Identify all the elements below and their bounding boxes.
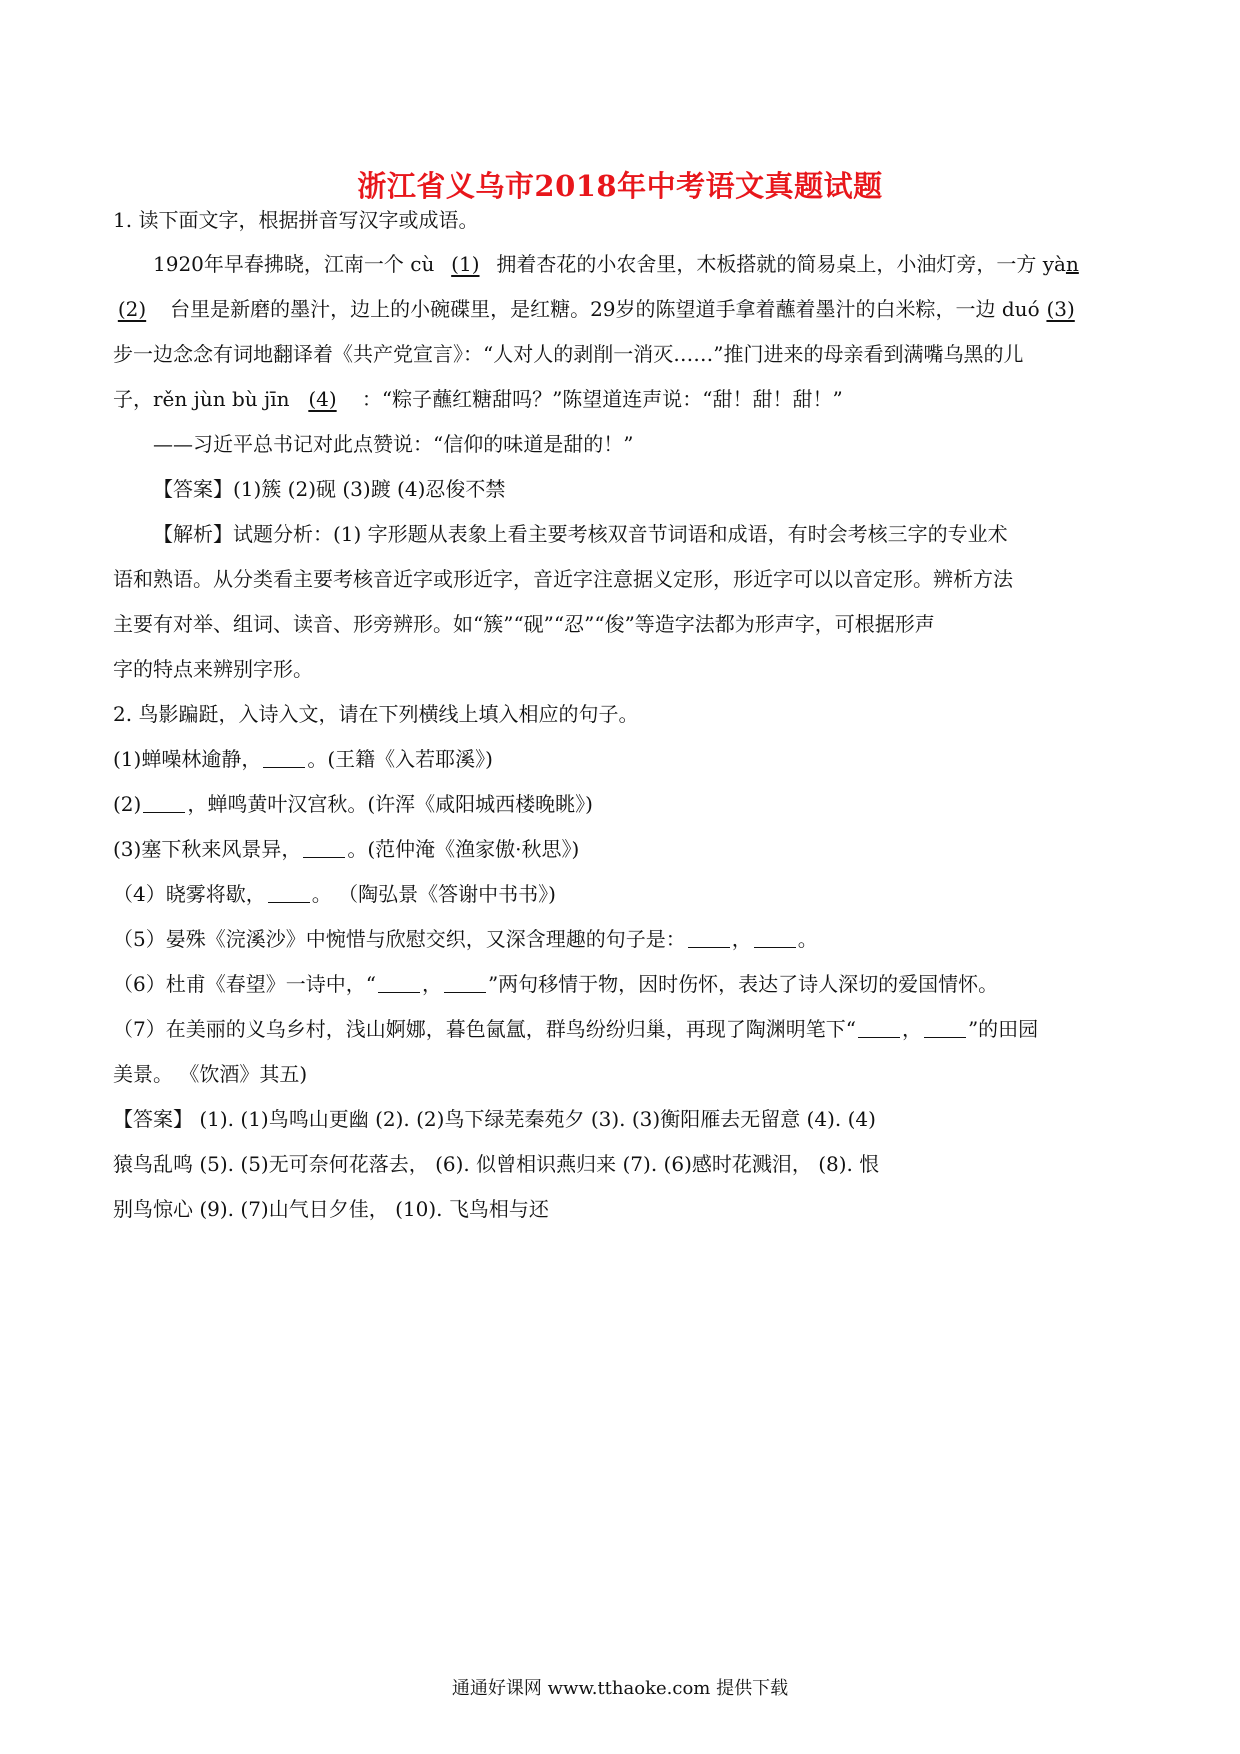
q2-item-4: [113, 878, 1131, 907]
item-text: (2): [113, 792, 142, 816]
q2-item-7-cont: 美景。 《饮酒》其五): [113, 1062, 308, 1086]
passage-text: 拥着杏花的小农舍里，木板搭就的简易桌上，小油灯旁，一方 yà: [496, 252, 1066, 276]
q1-passage-line-2: [113, 293, 1131, 322]
page-title: 浙江省义乌市2018年中考语文真题试题: [357, 169, 883, 203]
q1-passage-line-3: 步一边念念有词地翻译着《共产党宣言》：“人对人的剥削一消灭……”推门进来的母亲看到满嘴乌黑的儿: [113, 342, 1024, 366]
fill-blank: [268, 884, 310, 903]
page-footer: 通通好课网 www.tthaoke.com 提供下载: [451, 1678, 789, 1699]
blank-2: (2): [117, 297, 147, 321]
item-text: （5）晏殊《浣溪沙》中惋惜与欣慰交织，又深含理趣的句子是：: [113, 927, 686, 951]
q2-answer-line-2: 猿鸟乱鸣 (5). (5)无可奈何花落去， (6). 似曾相识燕归来 (7). (6)感时花溅泪， (8). 恨: [113, 1152, 880, 1176]
item-text: ”的田园: [967, 1017, 1039, 1041]
item-text: ，: [421, 972, 442, 996]
q1-heading: 1. 读下面文字，根据拼音写汉字或成语。: [113, 208, 479, 232]
q2-heading: 2. 鸟影蹁跹，入诗入文，请在下列横线上填入相应的句子。: [113, 702, 639, 726]
q2-item-2: [113, 788, 1131, 817]
passage-text: 子，rěn jùn bù jīn: [113, 387, 290, 411]
q1-analysis-line-2: 语和熟语。从分类看主要考核音近字或形近字，音近字注意据义定形，形近字可以以音定形。辨析方法: [113, 567, 1013, 591]
item-text: （7）在美丽的义乌乡村，浅山婀娜，暮色氤氲，群鸟纷纷归巢，再现了陶渊明笔下“: [113, 1017, 856, 1041]
item-text: 。: [797, 927, 818, 951]
item-text: 。(范仲淹《渔家傲·秋思》): [347, 837, 580, 861]
q2-item-6: [113, 968, 1131, 997]
q1-passage-line-4: [113, 383, 1131, 412]
q2-item-7: [113, 1013, 1131, 1042]
q2-item-3: [113, 833, 1131, 862]
passage-text: 1920年早春拂晓，江南一个 cù: [153, 252, 435, 276]
q1-passage-line-1: [153, 248, 1171, 277]
fill-blank: [143, 794, 185, 813]
fill-blank: [263, 749, 305, 768]
blank-3: (3): [1046, 297, 1075, 321]
item-text: ”两句移情于物，因时伤怀，表达了诗人深切的爱国情怀。: [487, 972, 999, 996]
q1-analysis-line-1: 【解析】试题分析：(1) 字形题从表象上看主要考核双音节词语和成语，有时会考核三字的专业术: [153, 522, 1008, 546]
q2-item-1: [113, 743, 1131, 772]
q1-analysis-line-3: 主要有对举、组词、读音、形旁辨形。如“簇”“砚”“忍”“俊”等造字法都为形声字，可根据形声: [113, 612, 935, 636]
blank-1: (1): [451, 252, 480, 276]
item-text: (1)蝉噪林逾静，: [113, 747, 262, 771]
item-text: (3)塞下秋来风景异，: [113, 837, 302, 861]
q2-answer-line-3: 别鸟惊心 (9). (7)山气日夕佳， (10). 飞鸟相与还: [113, 1197, 549, 1221]
blank-4: (4): [308, 387, 337, 411]
fill-blank: [303, 839, 345, 858]
passage-text: ：“粽子蘸红糖甜吗？”陈望道连声说：“甜！甜！甜！”: [361, 387, 843, 411]
item-text: （6）杜甫《春望》一诗中，“: [113, 972, 376, 996]
item-text: ，: [901, 1017, 922, 1041]
fill-blank: [754, 929, 796, 948]
q1-answer: 【答案】(1)簇 (2)砚 (3)踱 (4)忍俊不禁: [153, 477, 506, 501]
item-text: 。(王籍《入若耶溪》): [307, 747, 493, 771]
passage-text: 台里是新磨的墨汁，边上的小碗碟里，是红糖。29岁的陈望道手拿着蘸着墨汁的白米粽，一边 duó: [170, 297, 1040, 321]
q1-analysis-line-4: 字的特点来辨别字形。: [113, 657, 313, 681]
q1-quote: ——习近平总书记对此点赞说：“信仰的味道是甜的！”: [153, 432, 634, 456]
q2-answer-line-1: 【答案】 (1). (1)鸟鸣山更幽 (2). (2)鸟下绿芜秦苑夕 (3). (3)衡阳雁去无留意 (4). (4): [113, 1107, 876, 1131]
fill-blank: [378, 974, 420, 993]
item-text: ，: [731, 927, 752, 951]
item-text: 。 （陶弘景《答谢中书书》): [311, 882, 556, 906]
fill-blank: [858, 1019, 900, 1038]
item-text: （4）晓雾将歇，: [113, 882, 266, 906]
passage-text: n: [1065, 252, 1079, 276]
fill-blank: [924, 1019, 966, 1038]
fill-blank: [688, 929, 730, 948]
q2-item-5: [113, 923, 1131, 952]
fill-blank: [444, 974, 486, 993]
item-text: ，蝉鸣黄叶汉宫秋。(许浑《咸阳城西楼晚眺》): [187, 792, 593, 816]
